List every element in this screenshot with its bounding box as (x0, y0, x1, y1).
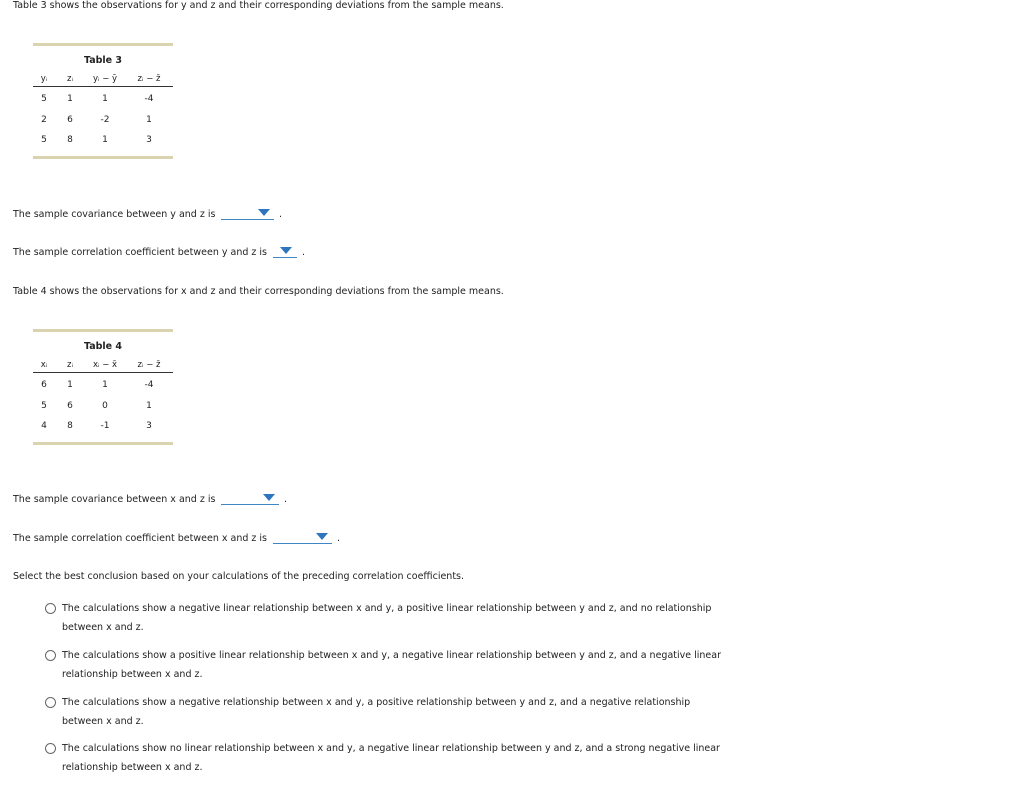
table-cell: 1 (102, 135, 108, 145)
table-cell: 1 (146, 115, 152, 125)
question-label: The sample covariance between y and z is (13, 209, 216, 220)
table-header-row (33, 73, 173, 87)
table-cell: 6 (67, 115, 73, 125)
conclusion-option-4[interactable] (45, 743, 745, 773)
table-cell: 1 (102, 94, 108, 104)
radio-button[interactable] (45, 743, 56, 754)
table-cell: 8 (67, 135, 73, 145)
header-cell: zᵢ − z̄ (137, 360, 161, 370)
conclusion-option-1[interactable] (45, 603, 745, 633)
chevron-down-icon (316, 533, 328, 540)
table-cell: 4 (41, 421, 47, 431)
conclusion-prompt: Select the best conclusion based on your calculations of the preceding correlation coefficients. (13, 571, 465, 582)
period: . (279, 209, 283, 220)
period: . (337, 533, 341, 544)
table-cell: 8 (67, 421, 73, 431)
table-cell: 5 (41, 135, 47, 145)
intro-table4: Table 4 shows the observations for x and z and their corresponding deviations from the sample means. (13, 286, 504, 297)
table-header-row (33, 359, 173, 373)
table-cell: 6 (41, 380, 47, 390)
question-corr-xz (13, 533, 267, 544)
table-top-rule (33, 329, 173, 332)
header-cell: zᵢ (67, 74, 73, 84)
table-cell: 1 (67, 94, 73, 104)
chevron-down-icon (258, 209, 270, 216)
option-text-line: between x and z. (62, 716, 144, 727)
period: . (302, 247, 306, 258)
table-cell: 1 (67, 380, 73, 390)
table-top-rule (33, 43, 173, 46)
header-cell: zᵢ − z̄ (137, 74, 161, 84)
question-label: The sample correlation coefficient between x and z is (13, 533, 268, 544)
header-cell: zᵢ (67, 360, 73, 370)
table-cell: -1 (100, 421, 110, 431)
cov-yz-dropdown[interactable] (221, 208, 274, 220)
intro-table3: Table 3 shows the observations for y and z and their corresponding deviations from the sample means. (13, 0, 504, 11)
question-cov-yz (13, 209, 215, 220)
corr-xz-dropdown[interactable] (273, 532, 332, 544)
question-label: The sample correlation coefficient between y and z is (13, 247, 268, 258)
table-cell: -4 (144, 380, 154, 390)
table-cell: 0 (102, 401, 108, 411)
table-row (33, 94, 173, 108)
table-row (33, 115, 173, 129)
option-text-line: relationship between x and z. (62, 762, 203, 773)
radio-button[interactable] (45, 650, 56, 661)
table-caption: Table 3 (83, 55, 123, 66)
conclusion-option-2[interactable] (45, 650, 745, 680)
table-row (33, 421, 173, 435)
table-cell: 3 (146, 421, 152, 431)
option-text-line: The calculations show a positive linear relationship between x and y, a negative linear relationship between y and z, and a negative linear (62, 650, 721, 661)
table-cell: 1 (146, 401, 152, 411)
cov-xz-dropdown[interactable] (221, 493, 279, 505)
period: . (284, 494, 288, 505)
table-row (33, 401, 173, 415)
radio-button[interactable] (45, 697, 56, 708)
table-row (33, 380, 173, 394)
table-cell: 5 (41, 401, 47, 411)
conclusion-option-3[interactable] (45, 697, 745, 727)
table-cell: 2 (41, 115, 47, 125)
chevron-down-icon (280, 247, 292, 254)
header-cell: yᵢ (40, 74, 48, 84)
table-bottom-rule (33, 442, 173, 445)
option-text-line: between x and z. (62, 622, 144, 633)
header-cell: xᵢ (40, 360, 48, 370)
table-4 (33, 329, 173, 446)
question-cov-xz (13, 494, 215, 505)
header-cell: xᵢ − x̄ (92, 360, 118, 370)
option-text-line: The calculations show no linear relationship between x and y, a negative linear relationship between y and z, and a strong negative linear (62, 743, 720, 754)
option-text-line: The calculations show a negative linear relationship between x and y, a positive linear relationship between y and z, and no relationship (62, 603, 712, 614)
question-label: The sample covariance between x and z is (13, 494, 216, 505)
table-cell: 3 (146, 135, 152, 145)
table-cell: 6 (67, 401, 73, 411)
table-row (33, 135, 173, 149)
corr-yz-dropdown[interactable] (273, 246, 297, 258)
table-cell: -4 (144, 94, 154, 104)
table-cell: -2 (100, 115, 110, 125)
table-cell: 5 (41, 94, 47, 104)
table-caption: Table 4 (83, 341, 123, 352)
option-text-line: The calculations show a negative relationship between x and y, a positive relationship between y and z, and a negative relationship (62, 697, 691, 708)
question-corr-yz (13, 247, 267, 258)
table-bottom-rule (33, 156, 173, 159)
header-cell: yᵢ − ȳ (92, 74, 118, 84)
table-cell: 1 (102, 380, 108, 390)
table-3 (33, 43, 173, 160)
chevron-down-icon (263, 494, 275, 501)
option-text-line: relationship between x and z. (62, 669, 203, 680)
radio-button[interactable] (45, 603, 56, 614)
